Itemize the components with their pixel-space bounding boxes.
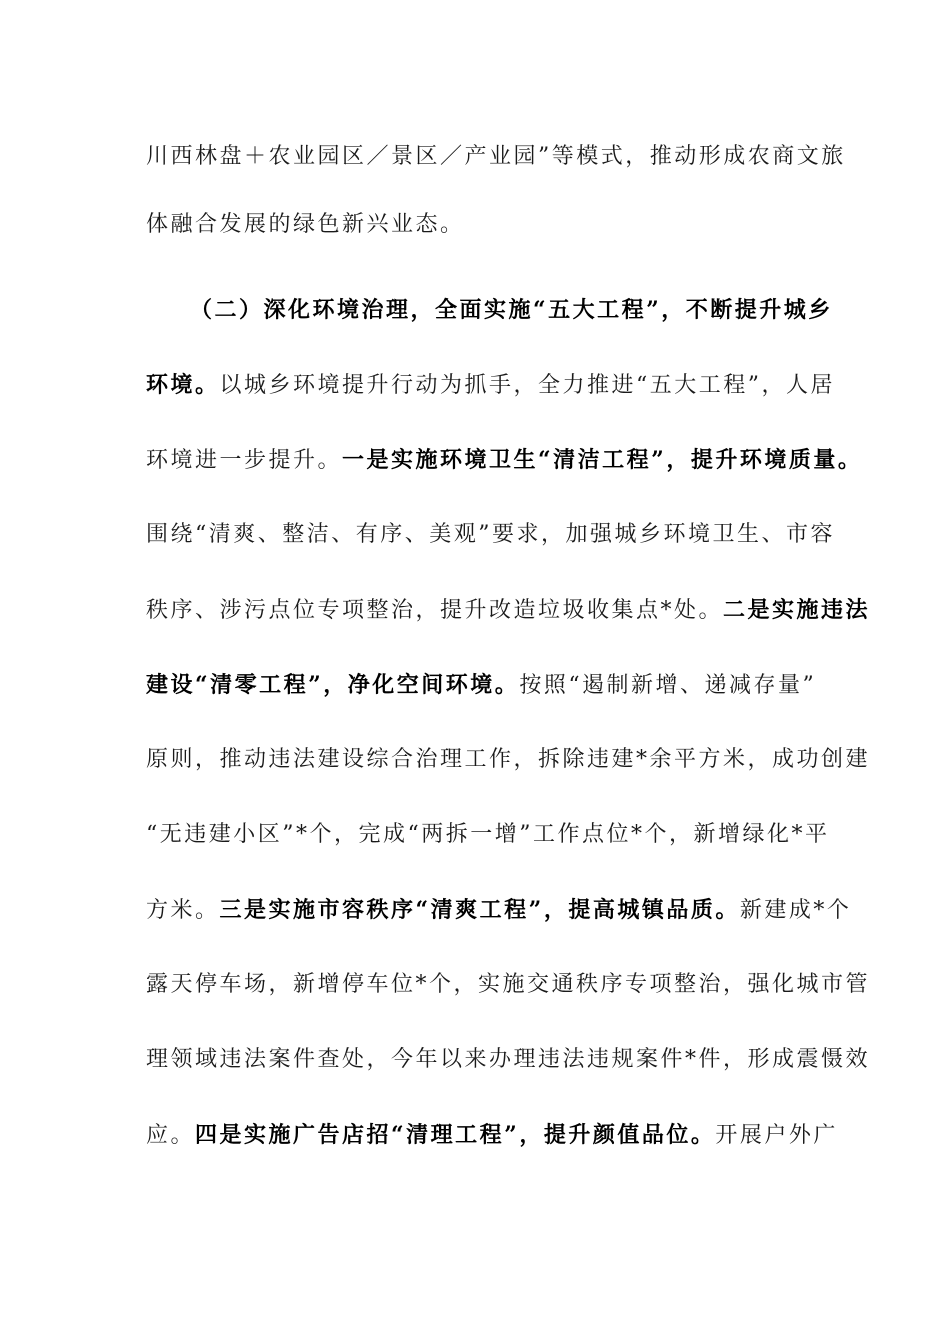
paragraph-line bbox=[146, 440, 863, 480]
text-segment: 秩序、涉污点位专项整治，提升改造垃圾收集点*处。 bbox=[146, 598, 724, 623]
paragraph-line bbox=[146, 740, 871, 780]
section-heading: （二）深化环境治理，全面实施“五大工程”，不断提升城乡 bbox=[190, 297, 833, 323]
text-segment: 方米。 bbox=[146, 898, 220, 923]
bold-subheading: 一是实施环境卫生“清洁工程”，提升环境质量。 bbox=[342, 447, 863, 473]
section-heading-continued: 环境。 bbox=[146, 372, 220, 398]
paragraph-line bbox=[146, 1040, 871, 1080]
text-segment: 环境进一步提升。 bbox=[146, 448, 343, 473]
paragraph-line bbox=[146, 590, 871, 630]
text-segment: 按照“遏制新增、递减存量” bbox=[519, 673, 817, 698]
text-segment: 围绕“清爽、整洁、有序、美观”要求，加强城乡环境卫生、市容 bbox=[146, 522, 835, 547]
text-segment: 以城乡环境提升行动为抓手，全力推进“五大工程”，人居 bbox=[219, 373, 836, 398]
paragraph-line bbox=[146, 665, 817, 705]
paragraph-line bbox=[146, 1115, 838, 1155]
section-heading-line bbox=[190, 290, 833, 330]
text-segment: 川西林盘＋农业园区／景区／产业园”等模式，推动形成农商文旅 bbox=[146, 144, 846, 169]
text-segment: 露天停车场，新增停车位*个，实施交通秩序专项整治，强化城市管 bbox=[146, 972, 871, 997]
paragraph-line bbox=[146, 365, 836, 405]
text-segment: “无违建小区”*个，完成“两拆一增”工作点位*个，新增绿化*平 bbox=[146, 822, 830, 847]
bold-subheading: 四是实施广告店招“清理工程”，提升颜值品位。 bbox=[195, 1122, 716, 1148]
paragraph-line bbox=[146, 965, 871, 1005]
paragraph-line bbox=[146, 137, 846, 177]
text-segment: 理领域违法案件查处，今年以来办理违法违规案件*件，形成震慑效 bbox=[146, 1047, 871, 1072]
bold-subheading: 三是实施市容秩序“清爽工程”，提高城镇品质。 bbox=[219, 897, 740, 923]
text-segment: 新建成*个 bbox=[739, 898, 852, 923]
bold-subheading: 建设“清零工程”，净化空间环境。 bbox=[146, 672, 520, 698]
paragraph-line bbox=[146, 515, 835, 555]
text-segment: 体融合发展的绿色新兴业态。 bbox=[146, 212, 465, 237]
paragraph-line bbox=[146, 815, 830, 855]
text-segment: 应。 bbox=[146, 1123, 196, 1148]
paragraph-line bbox=[146, 890, 852, 930]
bold-subheading: 二是实施违法 bbox=[723, 597, 871, 623]
paragraph-line bbox=[146, 205, 806, 245]
text-segment: 原则，推动违法建设综合治理工作，拆除违建*余平方米，成功创建 bbox=[146, 747, 871, 772]
text-segment: 开展户外广 bbox=[715, 1123, 838, 1148]
